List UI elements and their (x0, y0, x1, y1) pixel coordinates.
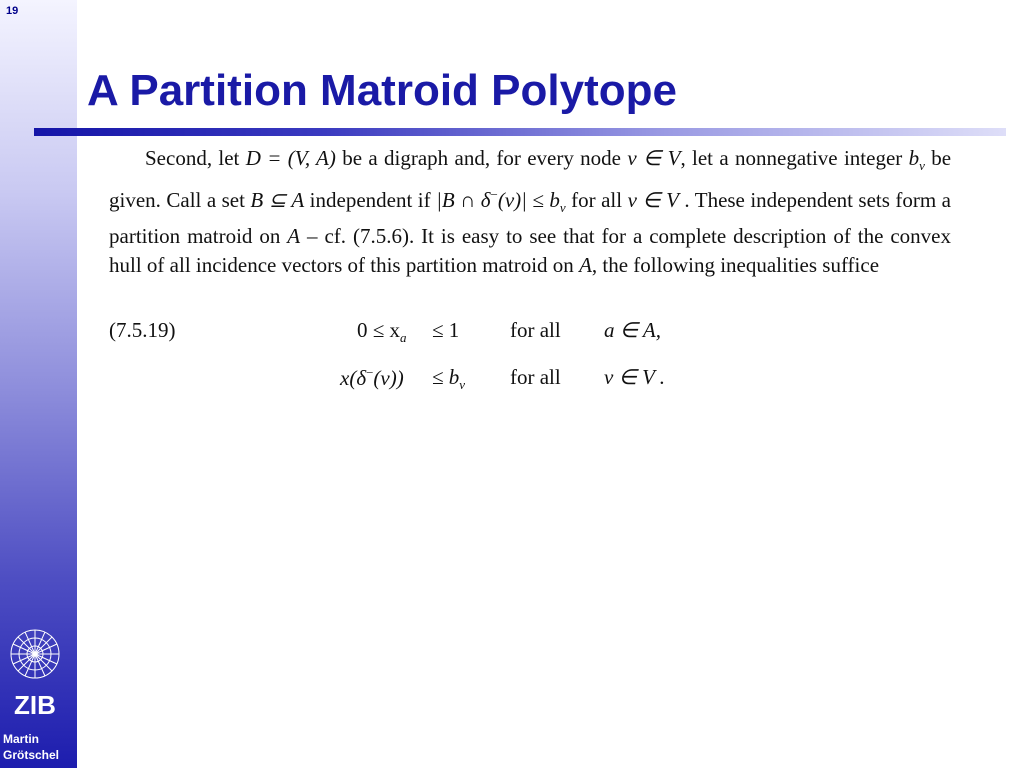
body-s4: independent if (309, 188, 431, 213)
slide-title: A Partition Matroid Polytope (87, 66, 677, 115)
body-s5: for all (571, 188, 623, 213)
cond-formula: |B ∩ δ (436, 188, 491, 213)
row2-lhs: x(δ−(v)) (340, 365, 404, 390)
cond-superscript: − (490, 187, 498, 203)
forall-formula: v ∈ V (627, 188, 679, 213)
body-s6: . These independent sets form a partition matroid on (109, 188, 952, 249)
bv-subscript: v (919, 158, 925, 174)
body-s2: , let a nonnegative integer (680, 146, 903, 170)
row1-rhs: ≤ 1 (432, 318, 460, 342)
equation-label: (7.5.19) (109, 318, 176, 342)
author (0, 731, 77, 763)
author-last: Grötschel (3, 748, 60, 762)
row1-domain: a ∈ A, (604, 318, 661, 342)
body-paragraph (109, 144, 951, 280)
zib-logo (6, 624, 64, 720)
set-formula: B ⊆ A (250, 188, 305, 213)
author-first: Martin (3, 732, 39, 746)
set-a-2: A (579, 253, 592, 278)
cond-formula-2: (v)| ≤ b (497, 188, 560, 213)
node-formula: v ∈ V (627, 146, 681, 170)
row2-rhs: ≤ $b_v$ (432, 365, 466, 393)
sidebar (0, 0, 77, 768)
slide-number: 19 (6, 5, 19, 17)
body-s7: – cf. (7.5.6). It is easy to see that for a complete description of the convex hull of all incidence vectors of this partition matroid on (109, 224, 951, 278)
body-s3: be given. Call a set (109, 146, 952, 213)
digraph-formula: D = (V, A) (245, 146, 336, 170)
body-s1: be a digraph and, for every node (342, 146, 621, 170)
cond-subscript: v (559, 200, 566, 216)
body-lead: Second, let (145, 146, 240, 170)
row1-lhs: $0 \le x_a$ (357, 318, 407, 346)
row2-domain: v ∈ V . (604, 365, 666, 389)
body-s8: , the following inequalities suffice (591, 253, 880, 278)
logo-text: ZIB (14, 690, 56, 720)
row1-forall: for all (510, 318, 561, 342)
row2-forall: for all (510, 365, 561, 389)
bv-formula: b (908, 146, 920, 170)
set-a: A (287, 224, 301, 249)
title-underline (34, 128, 1006, 136)
